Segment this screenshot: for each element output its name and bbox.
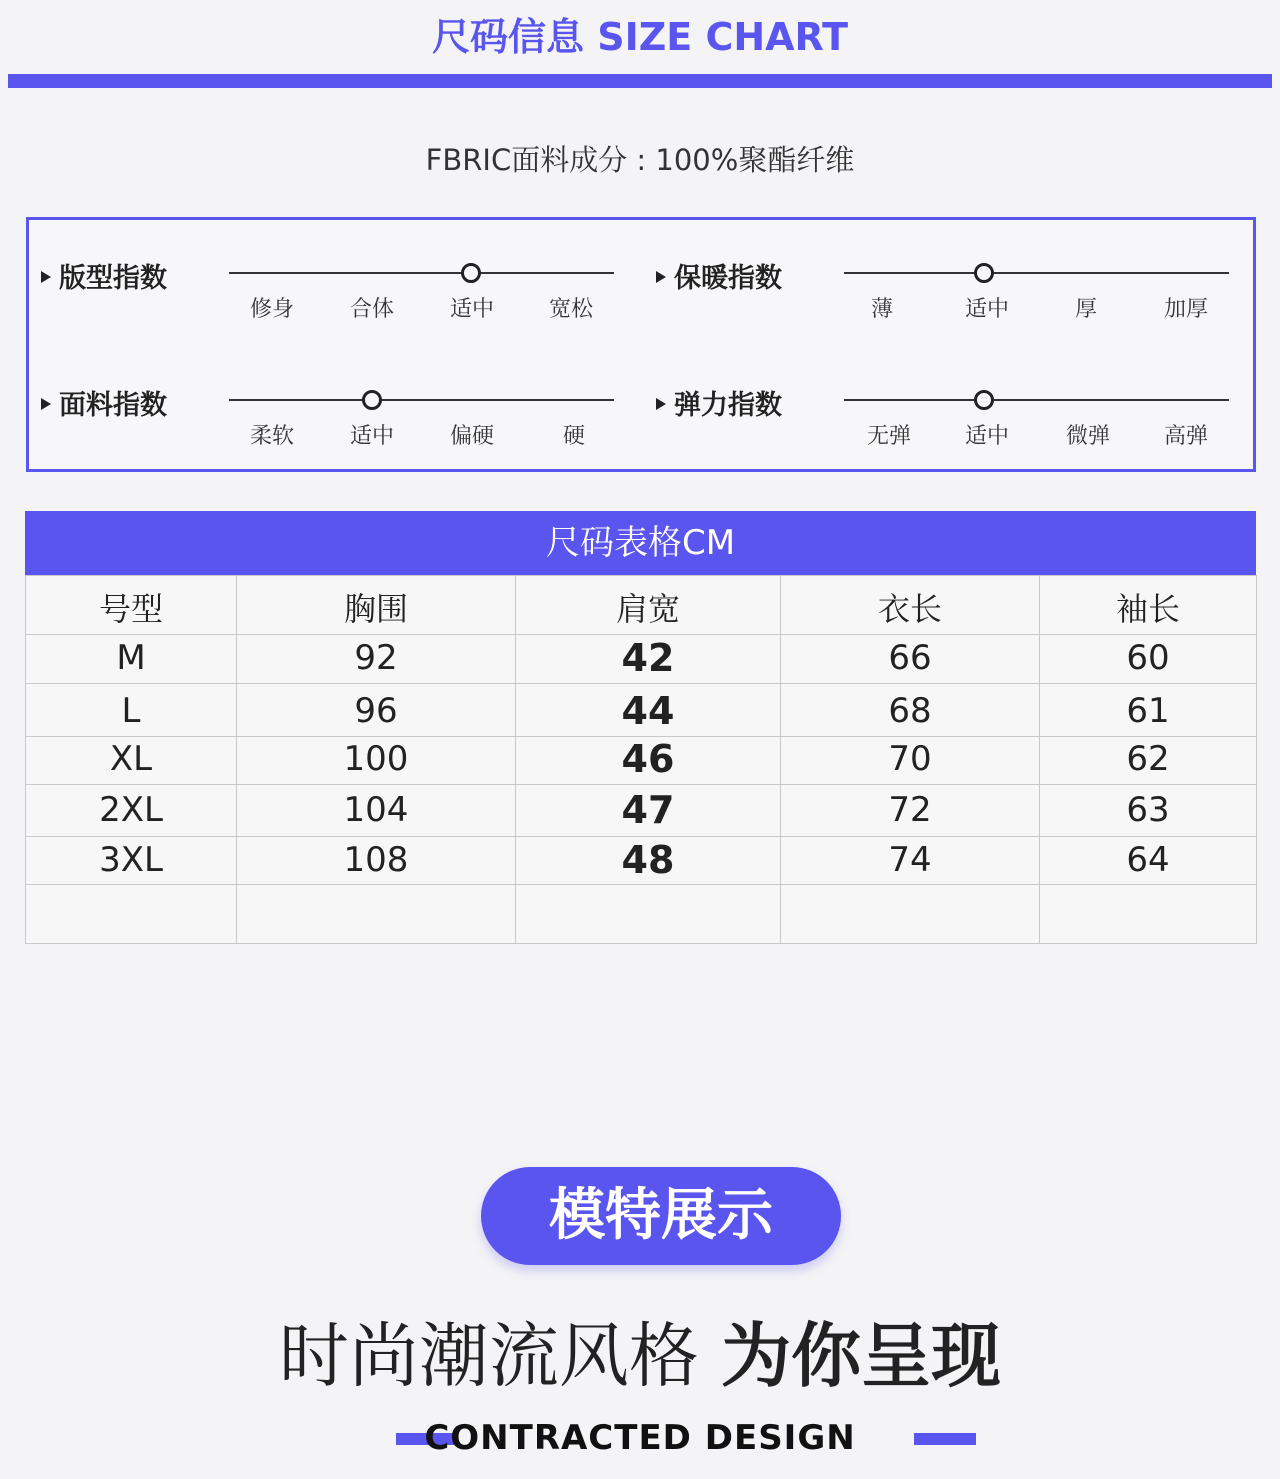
index-option: 无弹 <box>866 424 911 449</box>
table-cell: 3XL <box>99 840 163 880</box>
table-cell: L <box>121 691 141 731</box>
table-divider <box>26 683 1256 684</box>
fabric-composition: FBRIC面料成分 : 100%聚酯纤维 <box>425 143 855 177</box>
index-option: 硬 <box>562 424 585 449</box>
table-cell: 100 <box>343 739 409 779</box>
table-divider <box>780 576 781 943</box>
table-header-cell: 胸围 <box>343 590 408 628</box>
table-header-cell: 袖长 <box>1115 590 1180 628</box>
triangle-bullet-icon <box>656 271 666 283</box>
index-option: 合体 <box>349 297 394 322</box>
triangle-bullet-icon <box>41 398 51 410</box>
index-label: 弹力指数 <box>674 390 782 421</box>
table-cell: 66 <box>888 638 932 678</box>
index-warmth <box>644 220 1244 322</box>
size-table-title: 尺码表格CM <box>25 511 1256 575</box>
table-cell: 64 <box>1126 840 1170 880</box>
slogan-bold: 为你呈现 <box>721 1315 1002 1397</box>
slogan-light: 时尚潮流风格 <box>278 1315 722 1397</box>
slogan <box>0 1300 1280 1401</box>
index-elasticity <box>644 347 1244 449</box>
index-option: 高弹 <box>1163 424 1208 449</box>
table-cell: 74 <box>888 840 932 880</box>
fit-index-panel <box>26 217 1256 472</box>
title-underline-bar <box>8 74 1272 88</box>
triangle-bullet-icon <box>41 271 51 283</box>
table-cell: 60 <box>1126 638 1170 678</box>
table-cell: 46 <box>621 737 675 781</box>
index-option: 适中 <box>349 424 394 449</box>
index-option: 微弹 <box>1065 424 1110 449</box>
index-fit <box>29 220 629 322</box>
index-fabric <box>29 347 629 449</box>
table-cell: M <box>116 638 146 678</box>
index-scale-line <box>229 399 614 401</box>
table-header-cell: 号型 <box>98 590 163 628</box>
index-option: 适中 <box>964 297 1009 322</box>
index-marker-dot <box>362 390 382 410</box>
index-option: 厚 <box>1074 297 1097 322</box>
table-header-cell: 肩宽 <box>615 590 680 628</box>
index-option: 偏硬 <box>449 424 494 449</box>
table-cell: 62 <box>1126 739 1170 779</box>
index-scale-line <box>229 272 614 274</box>
index-option: 薄 <box>870 297 893 322</box>
table-cell: 104 <box>343 790 409 830</box>
design-caption: CONTRACTED DESIGN <box>424 1418 856 1458</box>
triangle-bullet-icon <box>656 398 666 410</box>
table-divider <box>1039 576 1040 943</box>
table-cell: 68 <box>888 691 932 731</box>
table-divider <box>26 784 1256 785</box>
table-divider <box>515 576 516 943</box>
table-cell: XL <box>109 739 153 779</box>
index-label: 版型指数 <box>59 263 167 294</box>
index-label: 保暖指数 <box>674 263 782 294</box>
model-showcase-badge: 模特展示 <box>481 1167 841 1265</box>
table-cell: 44 <box>621 689 675 733</box>
accent-dash <box>914 1433 976 1445</box>
page-title: 尺码信息 SIZE CHART <box>431 15 849 59</box>
table-cell: 47 <box>621 788 675 832</box>
table-cell: 61 <box>1126 691 1170 731</box>
table-cell: 72 <box>888 790 932 830</box>
index-marker-dot <box>461 263 481 283</box>
index-option: 加厚 <box>1163 297 1208 322</box>
table-cell: 92 <box>354 638 398 678</box>
size-table <box>25 575 1257 944</box>
table-cell: 108 <box>343 840 409 880</box>
table-header-cell: 衣长 <box>877 590 942 628</box>
table-cell: 48 <box>621 838 675 882</box>
index-marker-dot <box>974 263 994 283</box>
index-option: 修身 <box>249 297 294 322</box>
index-label: 面料指数 <box>59 390 167 421</box>
table-divider <box>26 634 1256 635</box>
table-divider <box>26 884 1256 885</box>
index-scale-line <box>844 399 1229 401</box>
table-cell: 42 <box>621 636 675 680</box>
table-divider <box>236 576 237 943</box>
index-option: 柔软 <box>249 424 294 449</box>
index-marker-dot <box>974 390 994 410</box>
index-scale-line <box>844 272 1229 274</box>
table-cell: 2XL <box>99 790 163 830</box>
index-option: 适中 <box>964 424 1009 449</box>
index-option: 适中 <box>449 297 494 322</box>
table-divider <box>26 836 1256 837</box>
table-cell: 63 <box>1126 790 1170 830</box>
index-option: 宽松 <box>548 297 593 322</box>
table-cell: 96 <box>354 691 398 731</box>
table-cell: 70 <box>888 739 932 779</box>
